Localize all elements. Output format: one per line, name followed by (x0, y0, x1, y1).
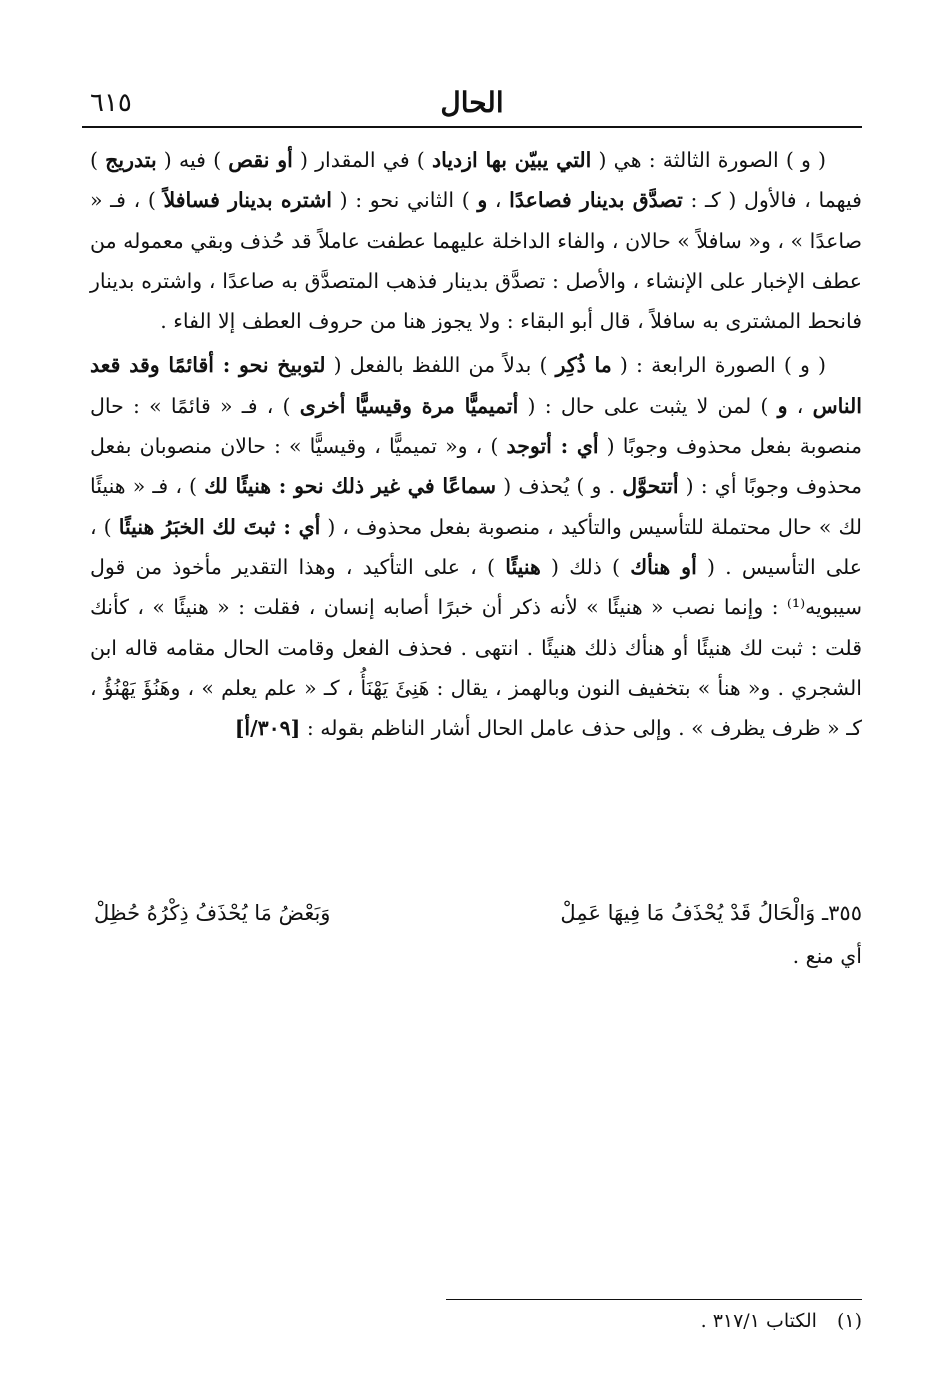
bold-segment: اشتره بدينار فسافلاً (163, 188, 332, 213)
footnote-number: (١) (836, 1310, 862, 1332)
bold-segment: أو نقص (228, 148, 293, 172)
footnote-text: الكتاب ٣١٧/١ . (700, 1310, 817, 1332)
text-segment: ) فيهما ، فالأول ( كـ : (90, 148, 862, 213)
bold-segment: و (777, 393, 788, 418)
bold-segment: ما ذُكِر (555, 353, 612, 378)
text-segment: ، (787, 393, 813, 418)
bold-segment: أي : أتوجد (506, 434, 599, 459)
bold-segment: هنيئًا (505, 554, 541, 579)
bold-segment: أو هنأك (630, 554, 697, 579)
bold-segment: أي : ثبتَ لك الخبَرُ هنيئًا (118, 514, 321, 539)
bold-segment: تصدَّق بدينار فصاعدًا (509, 188, 683, 213)
bold-segment: بتدريج (105, 148, 157, 172)
text-segment: ( و ) الصورة الثالثة : هي ( (591, 148, 827, 172)
text-segment: ) الثاني نحو : ( (331, 188, 478, 213)
verse-number: ٣٥٥ـ (822, 901, 862, 925)
footnote-divider (446, 1299, 862, 1300)
footnote (446, 1310, 862, 1332)
text-segment: . و ) يُحذف ( (496, 474, 623, 499)
bold-segment: سماعًا في غير ذلك نحو : هنيئًا لك (204, 474, 497, 499)
text-segment: ) فيه ( (156, 148, 229, 172)
text-segment: ( و ) الصورة الرابعة : ( (611, 353, 826, 378)
poem-verse (90, 895, 862, 939)
text-segment: ) ذلك ( (540, 554, 631, 579)
text-segment: ) ، و« تميميًّا ، وقيسيًّا » : حالان منصوبان بفعل محذوف وجوبًا أي : ( (90, 434, 863, 499)
paragraph-2 (90, 345, 862, 748)
verse-explanation: أي منع . (792, 944, 862, 968)
bold-segment: أتتحوَّل (622, 474, 679, 499)
page-title: الحال (440, 86, 504, 119)
paragraph-1 (90, 140, 862, 341)
text-segment: ) بدلاً من اللفظ بالفعل ( (325, 353, 556, 378)
text-segment: ) ، على التأكيد ، وهذا التقدير مأخوذ من قول سيبويه⁽¹⁾ : وإنما نصب « هنيئًا » لأنه ذكر أن خبرًا أصابه إنسان ، فقلت : « هنيئًا » ، كأنك قلت : ثبت لك هنيئًا أو هنأك ذلك هنيئًا . انتهى . فحذف الفعل وقامت الحال مقامه قاله ابن الشجري . و« هنأ » بتخفيف النون وبالهمز ، يقال : هَنِئَ يَهْنَأُ ، كـ « علم يعلم » ، وهَنُؤَ يَهْنُؤُ ، كـ « ظرف يظرف » . وإلى حذف عامل الحال أشار الناظم بقوله : (90, 554, 862, 741)
page-number: ٦١٥ (90, 88, 132, 118)
bold-segment: التي يبيّن بها ازدياد (431, 148, 592, 172)
verse-first-hemistich (560, 901, 862, 925)
bold-segment: [٣٠٩/أ] (234, 716, 301, 741)
text-segment: ) لمن لا يثبت على حال : ( (518, 393, 778, 418)
text-segment: ) ، فـ « قائمًا » : حال منصوبة بفعل محذوف وجوبًا ( (90, 393, 862, 459)
verse-second-hemistich: وَبَعْضُ مَا يُحْذَفُ ذِكْرُهُ حُظِلْ (94, 901, 331, 925)
bold-segment: أتميميًّا مرة وقيسيًّا أخرى (299, 393, 519, 418)
main-text (90, 140, 862, 748)
bold-segment: و (477, 188, 488, 213)
header-divider (82, 126, 862, 128)
text-segment: ) ، على التأسيس . ( (90, 514, 862, 579)
verse-hemistich-1-text: وَالْحَالُ قَدْ يُحْذَفُ مَا فِيهَا عَمِلْ (560, 901, 816, 925)
text-segment: ) ، فـ « هنيئًا لك » حال محتملة للتأسيس والتأكيد ، منصوبة بفعل محذوف ، ( (90, 474, 862, 539)
text-segment: ) في المقدار ( (292, 148, 432, 172)
bold-segment: لتوبيخ نحو : أقائمًا وقد قعد الناس (90, 353, 862, 418)
text-segment: ) ، فـ « صاعدًا » ، و« سافلاً » حالان ، والفاء الداخلة عليهما عطفت عاملاً قد حُذف وبقي معموله من عطف الإخبار على الإنشاء ، والأصل : تصدَّق بدينار فذهب المتصدَّق به صاعدًا ، واشتره بدينار فانحط المشترى به سافلاً ، قال أبو البقاء : ولا يجوز هنا من حروف العطف إلا الفاء . (90, 188, 862, 334)
text-segment: ، (487, 188, 510, 213)
page-header (82, 82, 862, 126)
